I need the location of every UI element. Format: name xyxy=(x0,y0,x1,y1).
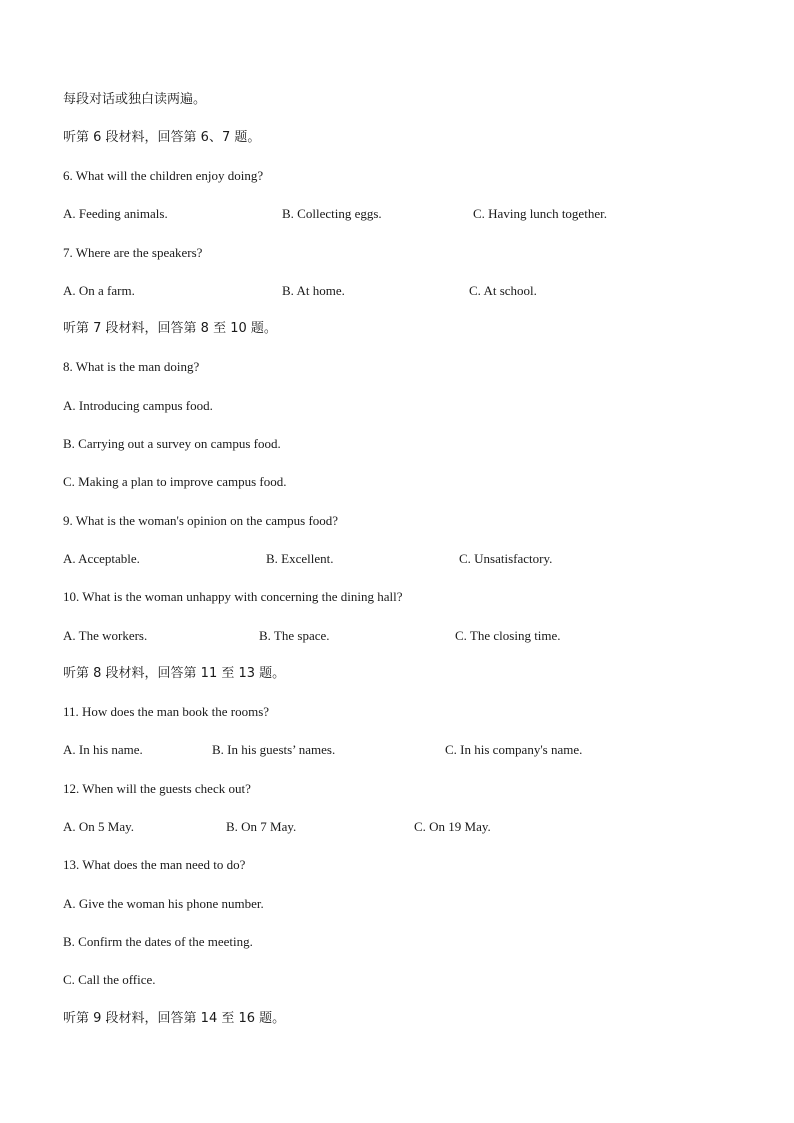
option-11b: B. In his guests’ names. xyxy=(212,742,336,757)
instructions-text: 每段对话或独白读两遍。 xyxy=(63,92,207,107)
section-heading-9: 听第 9 段材料，回答第 14 至 16 题。 xyxy=(63,1011,286,1026)
option-7c: C. At school. xyxy=(469,283,537,298)
option-12b: B. On 7 May. xyxy=(226,819,297,834)
options-row-10 xyxy=(63,628,743,644)
option-12a: A. On 5 May. xyxy=(63,819,135,834)
options-row-7 xyxy=(63,283,743,299)
option-13c: C. Call the office. xyxy=(63,972,156,987)
option-6a: A. Feeding animals. xyxy=(63,206,168,221)
question-6: 6. What will the children enjoy doing? xyxy=(63,168,264,183)
section-heading-7: 听第 7 段材料，回答第 8 至 10 题。 xyxy=(63,321,277,336)
question-12: 12. When will the guests check out? xyxy=(63,781,251,796)
options-row-12 xyxy=(63,819,743,835)
option-10b: B. The space. xyxy=(259,628,330,643)
question-8: 8. What is the man doing? xyxy=(63,359,200,374)
option-13a: A. Give the woman his phone number. xyxy=(63,896,264,911)
option-6c: C. Having lunch together. xyxy=(473,206,607,221)
option-10a: A. The workers. xyxy=(63,628,148,643)
section-heading-6: 听第 6 段材料，回答第 6、7 题。 xyxy=(63,130,261,145)
option-8a: A. Introducing campus food. xyxy=(63,398,213,413)
option-8c: C. Making a plan to improve campus food. xyxy=(63,474,287,489)
option-9a: A. Acceptable. xyxy=(63,551,140,566)
options-row-11 xyxy=(63,742,743,758)
options-row-6 xyxy=(63,206,743,222)
option-10c: C. The closing time. xyxy=(455,628,561,643)
option-12c: C. On 19 May. xyxy=(414,819,491,834)
option-8b: B. Carrying out a survey on campus food. xyxy=(63,436,281,451)
question-11: 11. How does the man book the rooms? xyxy=(63,704,270,719)
option-7a: A. On a farm. xyxy=(63,283,135,298)
question-7: 7. Where are the speakers? xyxy=(63,245,203,260)
option-6b: B. Collecting eggs. xyxy=(282,206,382,221)
option-11c: C. In his company's name. xyxy=(445,742,583,757)
option-7b: B. At home. xyxy=(282,283,345,298)
option-13b: B. Confirm the dates of the meeting. xyxy=(63,934,253,949)
option-9b: B. Excellent. xyxy=(266,551,334,566)
option-11a: A. In his name. xyxy=(63,742,143,757)
option-9c: C. Unsatisfactory. xyxy=(459,551,553,566)
question-9: 9. What is the woman's opinion on the campus food? xyxy=(63,513,339,528)
question-10: 10. What is the woman unhappy with concerning the dining hall? xyxy=(63,589,403,604)
question-13: 13. What does the man need to do? xyxy=(63,857,246,872)
section-heading-8: 听第 8 段材料，回答第 11 至 13 题。 xyxy=(63,666,286,681)
options-row-9 xyxy=(63,551,743,567)
